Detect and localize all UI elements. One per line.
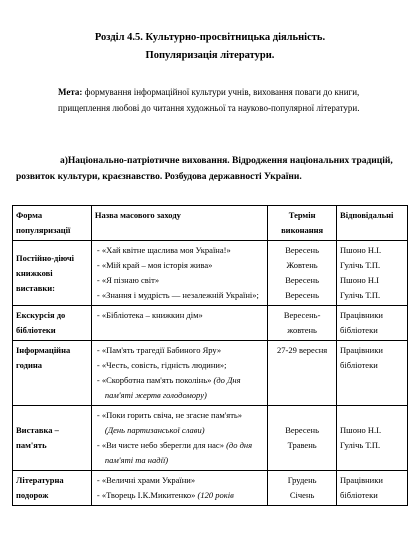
event-note: (до Дня пам'яті жертв голодомору) xyxy=(104,375,241,400)
responsible: Гулічь Т.П. xyxy=(340,290,381,300)
table-row xyxy=(13,306,408,341)
event-title: «Скорботна пам'ять поколінь» xyxy=(101,375,212,385)
event-item: - «Величні храми України» xyxy=(95,473,264,488)
row-form: Екскурсія до бібліотеки xyxy=(13,306,92,341)
goal-text: формування інформаційної культури учнів, виховання поваги до книги, прищеплення любові до читання художньої та науково-популярної літератури. xyxy=(58,87,360,113)
table-header-row xyxy=(13,206,408,241)
section-subtitle: Популяризація літератури. xyxy=(145,50,275,61)
table-row xyxy=(13,471,408,506)
row-events xyxy=(91,406,267,471)
row-responsible xyxy=(337,471,408,506)
responsible: Працівники бібліотеки xyxy=(340,345,383,370)
subsection-heading: а)Національно-патріотичне виховання. Відродження національних традицій, розвиток культури, краєзнавство. Розбудова державності України. xyxy=(16,156,393,182)
goal-paragraph xyxy=(58,84,388,116)
events-table xyxy=(12,205,408,506)
header-responsible: Відповідальні xyxy=(337,206,408,241)
event-note: (День партизанської слави) xyxy=(104,425,205,435)
event-item: - «Я пізнаю світ» xyxy=(95,273,264,288)
event-item: - «Пам'ять трагедії Бабиного Яру» xyxy=(95,343,264,358)
section-title: Розділ 4.5. Культурно-просвітницька діяльність. xyxy=(94,32,326,43)
event-item: - «Бібліотека – книжкин дім» xyxy=(95,308,264,323)
table-row xyxy=(13,406,408,471)
row-events xyxy=(91,341,267,406)
responsible: Пшоно Н.І. xyxy=(340,245,382,255)
header-form: Форма популяризації xyxy=(13,206,92,241)
event-title: «Ви чисте небо зберегли для нас» xyxy=(101,440,224,450)
table-row xyxy=(13,241,408,306)
event-item: - «Честь, совість, гідність людини»; xyxy=(95,358,264,373)
event-item xyxy=(95,373,264,403)
header-event-name: Назва масового заходу xyxy=(91,206,267,241)
responsible: Працівники бібліотеки xyxy=(340,475,383,500)
row-responsible xyxy=(337,341,408,406)
responsible: Гулічь Т.П. xyxy=(340,260,381,270)
row-responsible xyxy=(337,241,408,306)
table-row xyxy=(13,341,408,406)
row-form: Постійно-діючі книжкові виставки: xyxy=(13,241,92,306)
responsible: Пшоно Н.І xyxy=(340,275,379,285)
event-title: «Поки горить свіча, не згасне пам'ять» xyxy=(101,410,243,420)
event-note: (120 років xyxy=(197,490,234,500)
row-form: Інформаційна година xyxy=(13,341,92,406)
term: Вересень-жовтень xyxy=(283,310,321,335)
term: Вересень xyxy=(285,425,319,435)
term: Січень xyxy=(289,490,315,500)
term: Вересень xyxy=(285,275,319,285)
row-form: Літературна подорож xyxy=(13,471,92,506)
event-item: - «Хай квітне щаслива моя Україна!» xyxy=(95,243,264,258)
row-terms xyxy=(268,306,337,341)
row-terms xyxy=(268,241,337,306)
event-item: - «Знання і мудрість — незалежній Україні»; xyxy=(95,288,264,303)
term: Травень xyxy=(287,440,317,450)
row-responsible xyxy=(337,406,408,471)
row-events xyxy=(91,471,267,506)
event-title: «Творець І.К.Микитенко» xyxy=(101,490,196,500)
term: 27-29 вересня xyxy=(277,345,328,355)
event-note: (до дня пам'яті та надії) xyxy=(104,440,253,465)
row-responsible xyxy=(337,306,408,341)
event-item: - «Мій край – моя історія жива» xyxy=(95,258,264,273)
row-events xyxy=(91,306,267,341)
event-item xyxy=(95,408,264,438)
row-events xyxy=(91,241,267,306)
term: Жовтень xyxy=(286,260,318,270)
term: Вересень xyxy=(285,290,319,300)
responsible: Гулічь Т.П. xyxy=(340,440,381,450)
responsible: Працівники бібліотеки xyxy=(340,310,383,335)
responsible: Пшоно Н.І. xyxy=(340,425,382,435)
row-terms xyxy=(268,341,337,406)
event-item xyxy=(95,488,264,503)
term: Вересень xyxy=(285,245,319,255)
goal-label: Мета: xyxy=(58,87,83,97)
event-item xyxy=(95,438,264,468)
term: Грудень xyxy=(287,475,317,485)
row-form: Виставка – пам'ять xyxy=(13,406,92,471)
header-term: Термін виконання xyxy=(268,206,337,241)
row-terms xyxy=(268,406,337,471)
row-terms xyxy=(268,471,337,506)
